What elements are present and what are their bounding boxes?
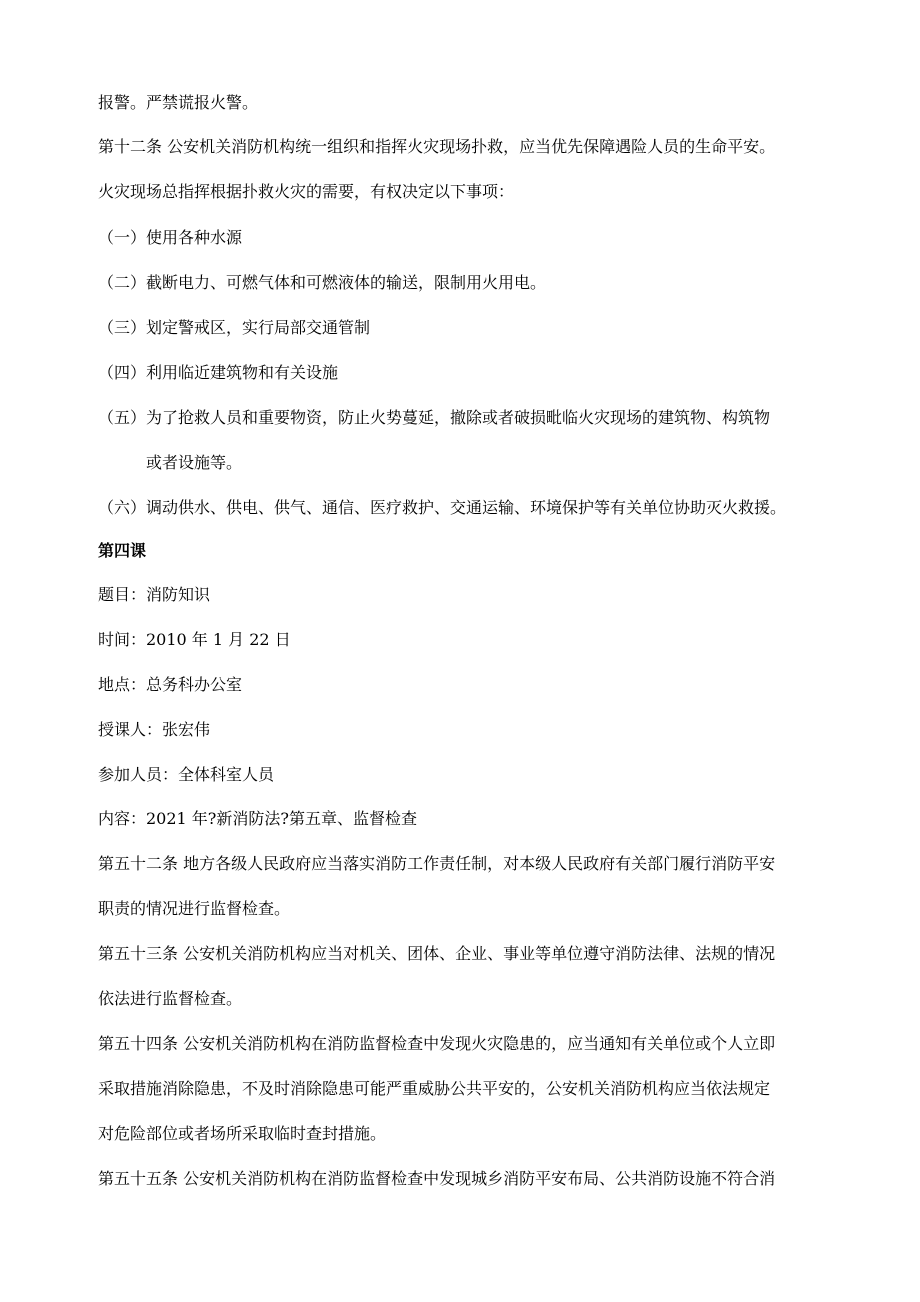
article-55-line: 第五十五条 公安机关消防机构在消防监督检查中发现城乡消防平安布局、公共消防设施不符合消 <box>98 1169 776 1188</box>
list-item: （四）利用临近建筑物和有关设施 <box>98 363 339 382</box>
list-item: （一）使用各种水源 <box>98 228 243 247</box>
article-54-line: 对危险部位或者场所采取临时查封措施。 <box>98 1124 387 1143</box>
list-item: （二）截断电力、可燃气体和可燃液体的输送，限制用火用电。 <box>98 273 547 292</box>
list-item: （五）为了抢救人员和重要物资，防止火势蔓延，撤除或者破损毗临火灾现场的建筑物、构筑物 <box>98 408 771 427</box>
text-line: 报警。严禁谎报火警。 <box>98 93 259 112</box>
article-53-line: 依法进行监督检查。 <box>98 989 243 1008</box>
text-line: 火灾现场总指挥根据扑救火灾的需要，有权决定以下事项： <box>98 182 515 201</box>
lesson-heading: 第四课 <box>98 541 147 560</box>
lesson-content: 内容：2021 年?新消防法?第五章、监督检查 <box>98 809 417 828</box>
article-54-line: 采取措施消除隐患，不及时消除隐患可能严重威胁公共平安的，公安机关消防机构应当依法规定 <box>98 1079 771 1098</box>
article-54-line: 第五十四条 公安机关消防机构在消防监督检查中发现火灾隐患的，应当通知有关单位或个人立即 <box>98 1034 776 1053</box>
lesson-participants: 参加人员：全体科室人员 <box>98 765 275 784</box>
lesson-instructor: 授课人：张宏伟 <box>98 720 211 739</box>
list-item: （六）调动供水、供电、供气、通信、医疗救护、交通运输、环境保护等有关单位协助灭火救援。 <box>98 498 787 517</box>
list-item-continuation: 或者设施等。 <box>146 453 243 472</box>
list-item: （三）划定警戒区，实行局部交通管制 <box>98 318 371 337</box>
lesson-time: 时间：2010 年 1 月 22 日 <box>98 630 291 649</box>
article-53-line: 第五十三条 公安机关消防机构应当对机关、团体、企业、事业等单位遵守消防法律、法规的情况 <box>98 944 776 963</box>
article-12-line: 第十二条 公安机关消防机构统一组织和指挥火灾现场扑救，应当优先保障遇险人员的生命平安。 <box>98 137 776 156</box>
lesson-topic: 题目：消防知识 <box>98 585 211 604</box>
article-52-line: 职责的情况进行监督检查。 <box>98 899 291 918</box>
lesson-location: 地点：总务科办公室 <box>98 675 243 694</box>
article-52-line: 第五十二条 地方各级人民政府应当落实消防工作责任制，对本级人民政府有关部门履行消防平安 <box>98 854 776 873</box>
